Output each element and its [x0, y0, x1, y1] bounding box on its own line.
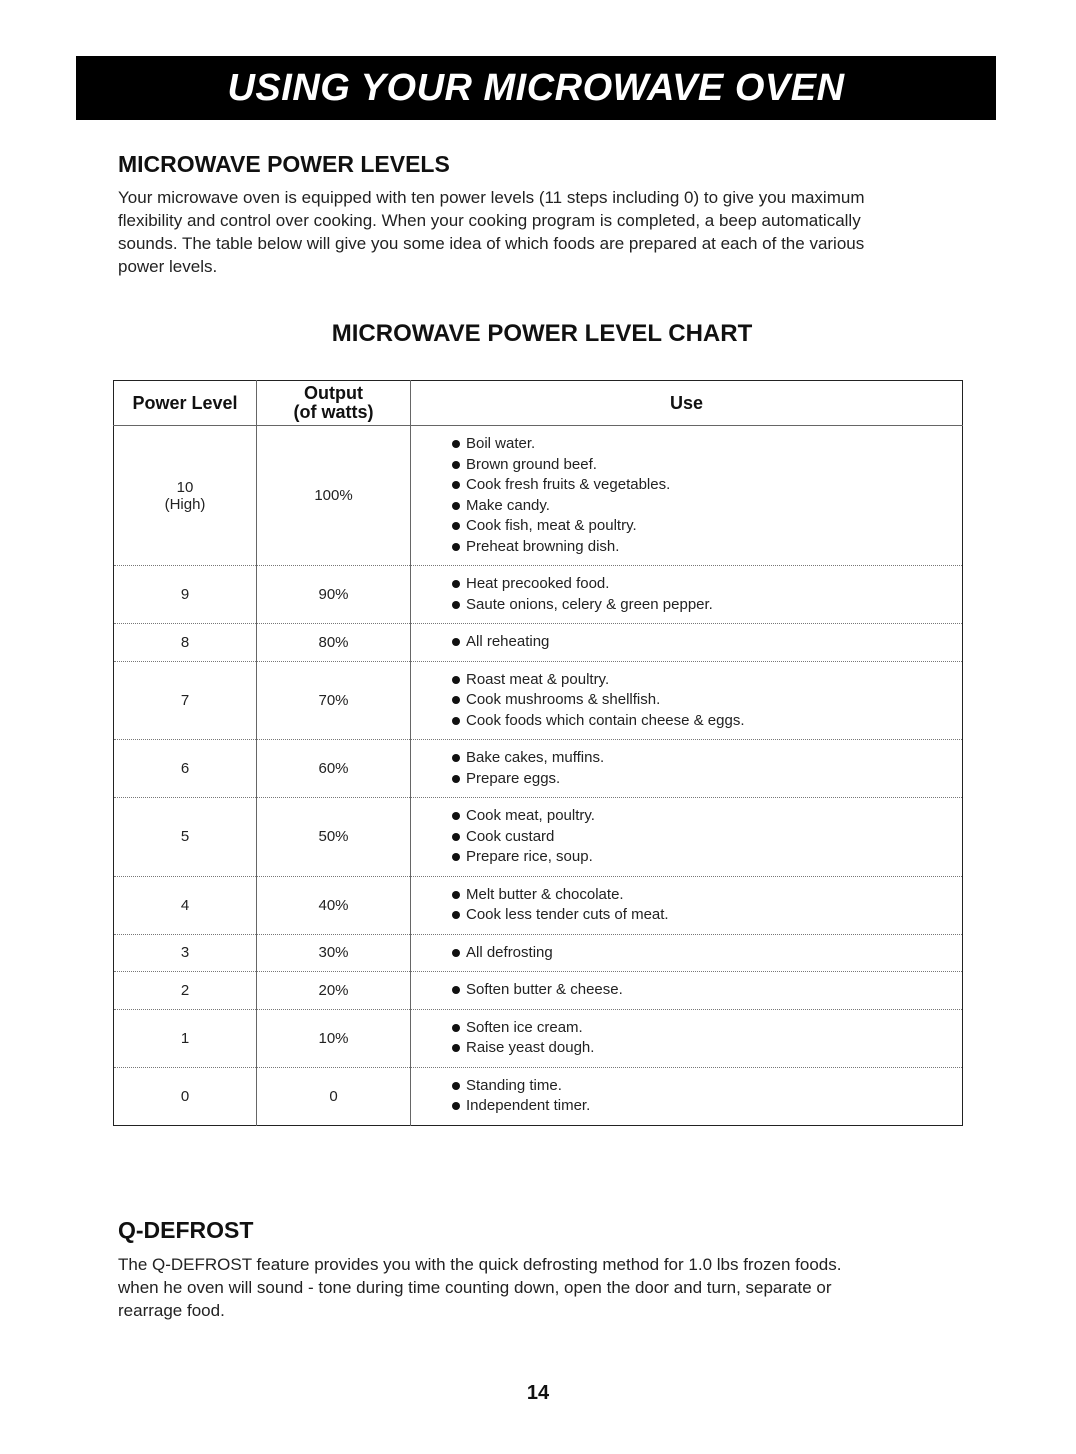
power-level-value: 7	[180, 691, 190, 709]
use-item: Raise yeast dough.	[451, 1038, 962, 1059]
power-level-cell	[114, 934, 257, 972]
power-level-value: 9	[180, 586, 190, 603]
output-cell: 10%	[257, 1009, 411, 1067]
power-level-label: (High)	[164, 495, 206, 513]
table-row	[114, 972, 963, 1010]
use-item: Independent timer.	[451, 1096, 962, 1117]
use-cell	[411, 798, 963, 877]
use-item: Cook fish, meat & poultry.	[451, 516, 962, 537]
power-level-cell	[114, 876, 257, 934]
use-cell	[411, 661, 963, 740]
power-level-table	[113, 380, 963, 1126]
use-item: Cook meat, poultry.	[451, 806, 962, 827]
power-level-cell	[114, 1067, 257, 1125]
table-row	[114, 934, 963, 972]
paragraph-line: flexibility and control over cooking. When your cooking program is completed, a beep automatically	[118, 211, 861, 230]
output-cell: 20%	[257, 972, 411, 1010]
use-list	[451, 1076, 962, 1117]
chart-title: MICROWAVE POWER LEVEL CHART	[331, 320, 753, 347]
use-item: Cook custard	[451, 827, 962, 848]
power-level-value: 10	[176, 478, 194, 496]
paragraph-line: when he oven will sound - tone during time counting down, open the door and turn, separate or	[118, 1278, 832, 1297]
output-cell: 60%	[257, 740, 411, 798]
use-item: Cook fresh fruits & vegetables.	[451, 475, 962, 496]
table-row	[114, 1067, 963, 1125]
use-cell	[411, 426, 963, 566]
use-item: Soften butter & cheese.	[451, 980, 962, 1001]
power-level-value: 8	[180, 633, 190, 651]
use-item: Standing time.	[451, 1076, 962, 1097]
power-level-value: 1	[180, 1029, 190, 1047]
use-item: Boil water.	[451, 434, 962, 455]
table-row	[114, 1009, 963, 1067]
table-body	[114, 426, 963, 1126]
use-cell	[411, 876, 963, 934]
page-banner	[76, 56, 996, 120]
use-cell	[411, 934, 963, 972]
use-item: Roast meat & poultry.	[451, 670, 962, 691]
use-item: Prepare eggs.	[451, 769, 962, 790]
use-cell	[411, 566, 963, 624]
output-cell: 50%	[257, 798, 411, 877]
power-level-cell	[114, 798, 257, 877]
header-output	[257, 381, 411, 426]
use-list	[451, 670, 962, 732]
use-cell	[411, 740, 963, 798]
header-output-line: (of watts)	[293, 402, 374, 422]
paragraph-line: Your microwave oven is equipped with ten power levels (11 steps including 0) to give you maximum	[118, 188, 865, 207]
power-level-cell	[114, 624, 257, 662]
paragraph-line: The Q-DEFROST feature provides you with the quick defrosting method for 1.0 lbs frozen foods.	[118, 1255, 842, 1274]
use-cell	[411, 1067, 963, 1125]
banner-title: USING YOUR MICROWAVE OVEN	[227, 66, 845, 109]
table-row	[114, 566, 963, 624]
use-item: Cook foods which contain cheese & eggs.	[451, 711, 962, 732]
power-level-cell	[114, 972, 257, 1010]
power-level-cell	[114, 740, 257, 798]
power-level-value: 3	[180, 944, 190, 962]
power-level-value: 0	[180, 1087, 190, 1105]
use-cell	[411, 972, 963, 1010]
power-level-value: 6	[180, 760, 190, 777]
use-list	[451, 632, 962, 653]
power-level-value: 4	[180, 896, 190, 914]
use-item: Saute onions, celery & green pepper.	[451, 595, 962, 616]
use-list	[451, 885, 962, 926]
use-item: All defrosting	[451, 943, 962, 964]
use-item: Preheat browning dish.	[451, 537, 962, 558]
use-list	[451, 748, 962, 789]
power-levels-heading: MICROWAVE POWER LEVELS	[118, 151, 450, 177]
use-list	[451, 434, 962, 557]
table-row	[114, 426, 963, 566]
power-levels-paragraph	[118, 186, 968, 278]
use-item: Heat precooked food.	[451, 574, 962, 595]
use-item: All reheating	[451, 632, 962, 653]
output-cell: 30%	[257, 934, 411, 972]
power-level-value: 2	[180, 981, 190, 999]
table-row	[114, 661, 963, 740]
use-item: Soften ice cream.	[451, 1018, 962, 1039]
output-cell: 100%	[257, 426, 411, 566]
use-list	[451, 1018, 962, 1059]
use-list	[451, 574, 962, 615]
table-row	[114, 624, 963, 662]
output-cell: 0	[257, 1067, 411, 1125]
output-cell: 90%	[257, 566, 411, 624]
use-item: Cook less tender cuts of meat.	[451, 905, 962, 926]
table-row	[114, 876, 963, 934]
power-level-cell	[114, 426, 257, 566]
use-cell	[411, 1009, 963, 1067]
page-number: 14	[526, 1382, 550, 1404]
power-level-value: 5	[180, 828, 190, 846]
table-header-row	[114, 381, 963, 426]
header-power-level: Power Level	[114, 381, 257, 426]
paragraph-line: power levels.	[118, 257, 218, 276]
power-level-cell	[114, 1009, 257, 1067]
power-level-cell	[114, 661, 257, 740]
output-cell: 40%	[257, 876, 411, 934]
paragraph-line: sounds. The table below will give you some idea of which foods are prepared at each of the various	[118, 234, 865, 253]
table-row	[114, 740, 963, 798]
use-list	[451, 943, 962, 964]
use-cell	[411, 624, 963, 662]
header-use: Use	[411, 381, 963, 426]
power-level-cell	[114, 566, 257, 624]
use-item: Make candy.	[451, 496, 962, 517]
table-row	[114, 798, 963, 877]
output-cell: 70%	[257, 661, 411, 740]
use-item: Prepare rice, soup.	[451, 847, 962, 868]
qdefrost-heading: Q-DEFROST	[118, 1217, 254, 1243]
use-item: Bake cakes, muffins.	[451, 748, 962, 769]
use-list	[451, 806, 962, 868]
qdefrost-paragraph	[118, 1253, 968, 1322]
use-item: Melt butter & chocolate.	[451, 885, 962, 906]
header-output-line: Output	[304, 383, 363, 403]
paragraph-line: rearrage food.	[118, 1301, 225, 1320]
use-list	[451, 980, 962, 1001]
output-cell: 80%	[257, 624, 411, 662]
use-item: Cook mushrooms & shellfish.	[451, 690, 962, 711]
use-item: Brown ground beef.	[451, 455, 962, 476]
